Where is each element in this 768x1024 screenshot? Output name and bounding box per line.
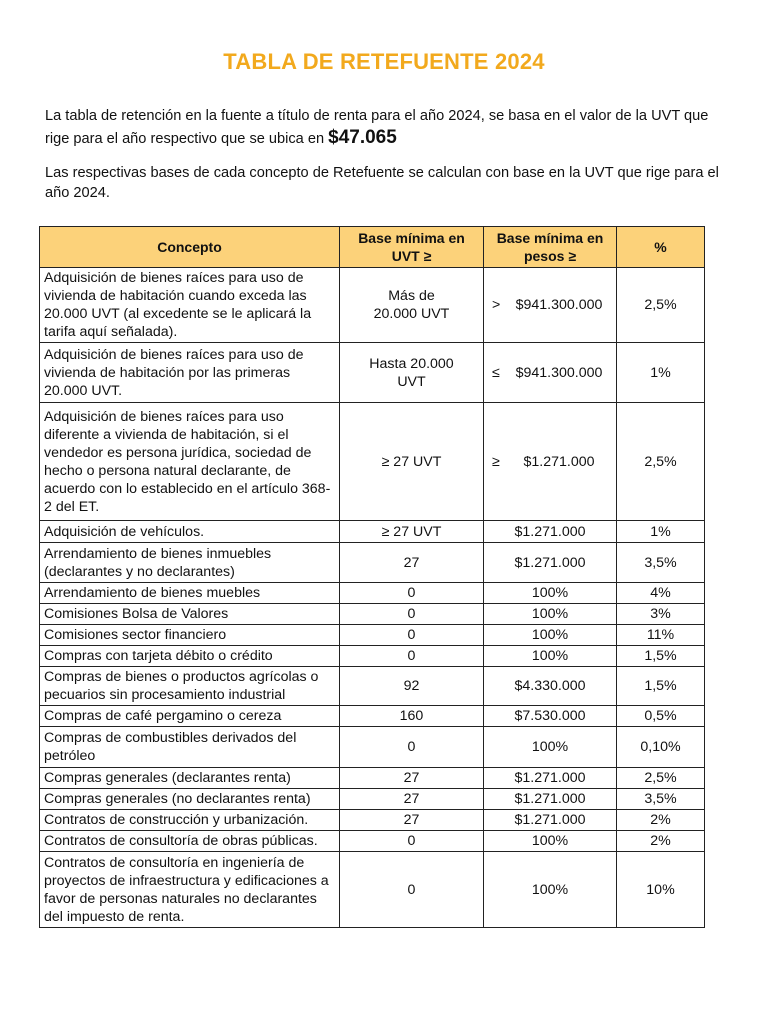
cell-porcentaje: 4% bbox=[617, 583, 705, 604]
cell-base-pesos bbox=[484, 625, 617, 646]
cell-porcentaje: 11% bbox=[617, 625, 705, 646]
pesos-value: $1.271.000 bbox=[514, 554, 586, 571]
cell-base-uvt: 27 bbox=[340, 810, 484, 831]
cell-base-pesos bbox=[484, 268, 617, 343]
pesos-value: $1.271.000 bbox=[523, 453, 595, 470]
table-row bbox=[40, 831, 705, 852]
pesos-value: 100% bbox=[531, 627, 569, 643]
cell-concepto: Compras generales (declarantes renta) bbox=[40, 768, 340, 789]
pesos-value: 100% bbox=[531, 881, 569, 898]
cell-base-uvt: 0 bbox=[340, 727, 484, 768]
cell-concepto: Arrendamiento de bienes inmuebles (declarantes y no declarantes) bbox=[40, 543, 340, 583]
table-row bbox=[40, 706, 705, 727]
cell-porcentaje: 1% bbox=[617, 521, 705, 543]
cell-concepto: Adquisición de bienes raíces para uso de vivienda de habitación cuando exceda las 20.000 UVT (al excedente se le aplicará la tarifa aquí señalada). bbox=[40, 268, 340, 343]
cell-porcentaje: 3,5% bbox=[617, 543, 705, 583]
cell-base-uvt: ≥ 27 UVT bbox=[340, 403, 484, 521]
cell-concepto: Compras generales (no declarantes renta) bbox=[40, 789, 340, 810]
cell-concepto: Comisiones sector financiero bbox=[40, 625, 340, 646]
cell-porcentaje: 2,5% bbox=[617, 268, 705, 343]
header-base-pesos: Base mínima en pesos ≥ bbox=[484, 227, 617, 268]
cell-porcentaje: 0,10% bbox=[617, 727, 705, 768]
cell-base-uvt: 92 bbox=[340, 667, 484, 706]
table-row bbox=[40, 543, 705, 583]
cell-porcentaje: 2,5% bbox=[617, 403, 705, 521]
cell-base-uvt: 0 bbox=[340, 646, 484, 667]
table-row bbox=[40, 852, 705, 928]
pesos-value: $7.530.000 bbox=[514, 708, 586, 724]
cell-concepto: Adquisición de bienes raíces para uso de vivienda de habitación por las primeras 20.000 UVT. bbox=[40, 343, 340, 403]
cell-concepto: Contratos de construcción y urbanización. bbox=[40, 810, 340, 831]
pesos-value: $1.271.000 bbox=[514, 770, 586, 786]
table-row bbox=[40, 768, 705, 789]
cell-base-uvt: Más de 20.000 UVT bbox=[340, 268, 484, 343]
cell-porcentaje: 1,5% bbox=[617, 646, 705, 667]
cell-base-uvt: 0 bbox=[340, 831, 484, 852]
pesos-value: $1.271.000 bbox=[514, 523, 586, 540]
table-row bbox=[40, 403, 705, 521]
pesos-value: $941.300.000 bbox=[515, 297, 603, 313]
cell-base-uvt: 0 bbox=[340, 625, 484, 646]
table-row bbox=[40, 583, 705, 604]
cell-base-uvt: Hasta 20.000 UVT bbox=[340, 343, 484, 403]
cell-base-pesos bbox=[484, 403, 617, 521]
table-row bbox=[40, 789, 705, 810]
cell-base-pesos bbox=[484, 852, 617, 928]
table-row bbox=[40, 521, 705, 543]
cell-base-pesos bbox=[484, 646, 617, 667]
uvt-value: $47.065 bbox=[328, 127, 397, 148]
cell-porcentaje: 1,5% bbox=[617, 667, 705, 706]
cell-base-pesos bbox=[484, 727, 617, 768]
cell-porcentaje: 2% bbox=[617, 831, 705, 852]
pesos-value: $1.271.000 bbox=[514, 791, 586, 807]
comparison-symbol: > bbox=[492, 297, 501, 313]
pesos-value: 100% bbox=[531, 585, 569, 601]
cell-base-pesos bbox=[484, 521, 617, 543]
cell-base-uvt: 0 bbox=[340, 583, 484, 604]
cell-base-pesos bbox=[484, 583, 617, 604]
cell-concepto: Compras de café pergamino o cereza bbox=[40, 706, 340, 727]
cell-base-pesos bbox=[484, 768, 617, 789]
intro-paragraph bbox=[45, 105, 725, 150]
pesos-value: 100% bbox=[531, 833, 569, 849]
pesos-value: 100% bbox=[531, 739, 569, 755]
cell-porcentaje: 3,5% bbox=[617, 789, 705, 810]
cell-porcentaje: 2% bbox=[617, 810, 705, 831]
table-row bbox=[40, 268, 705, 343]
cell-base-pesos bbox=[484, 810, 617, 831]
cell-base-uvt: 27 bbox=[340, 543, 484, 583]
pesos-value: $1.271.000 bbox=[514, 812, 586, 828]
cell-base-pesos bbox=[484, 343, 617, 403]
pesos-value: $941.300.000 bbox=[515, 364, 603, 381]
cell-porcentaje: 10% bbox=[617, 852, 705, 928]
cell-base-uvt: 0 bbox=[340, 852, 484, 928]
table-row bbox=[40, 667, 705, 706]
cell-concepto: Compras de combustibles derivados del petróleo bbox=[40, 727, 340, 768]
comparison-symbol: ≤ bbox=[492, 364, 500, 381]
document-title: TABLA DE RETEFUENTE 2024 bbox=[223, 49, 545, 74]
table-header-row bbox=[40, 227, 705, 268]
cell-base-pesos bbox=[484, 706, 617, 727]
retefuente-table bbox=[39, 226, 705, 928]
table-row bbox=[40, 810, 705, 831]
cell-concepto: Contratos de consultoría en ingeniería de proyectos de infraestructura y edificaciones a favor de personas naturales no declarantes del impuesto de renta. bbox=[40, 852, 340, 928]
cell-concepto: Comisiones Bolsa de Valores bbox=[40, 604, 340, 625]
cell-concepto: Arrendamiento de bienes muebles bbox=[40, 583, 340, 604]
cell-porcentaje: 1% bbox=[617, 343, 705, 403]
pesos-value: 100% bbox=[531, 648, 569, 664]
cell-base-uvt: ≥ 27 UVT bbox=[340, 521, 484, 543]
cell-base-uvt: 160 bbox=[340, 706, 484, 727]
cell-porcentaje: 0,5% bbox=[617, 706, 705, 727]
cell-concepto: Contratos de consultoría de obras públicas. bbox=[40, 831, 340, 852]
cell-base-uvt: 27 bbox=[340, 789, 484, 810]
intro-text: La tabla de retención en la fuente a título de renta para el año 2024, se basa en el valor de la UVT que rige para el año respectivo que se ubica en bbox=[45, 108, 709, 147]
cell-concepto: Compras de bienes o productos agrícolas o pecuarios sin procesamiento industrial bbox=[40, 667, 340, 706]
pesos-value: $4.330.000 bbox=[514, 678, 586, 694]
comparison-symbol: ≥ bbox=[492, 453, 500, 470]
cell-base-pesos bbox=[484, 543, 617, 583]
table-row bbox=[40, 625, 705, 646]
table-row bbox=[40, 343, 705, 403]
note-paragraph: Las respectivas bases de cada concepto de Retefuente se calculan con base en la UVT que rige para el año 2024. bbox=[45, 165, 719, 201]
cell-concepto: Adquisición de vehículos. bbox=[40, 521, 340, 543]
cell-base-uvt: 0 bbox=[340, 604, 484, 625]
cell-porcentaje: 3% bbox=[617, 604, 705, 625]
cell-concepto: Compras con tarjeta débito o crédito bbox=[40, 646, 340, 667]
cell-base-uvt: 27 bbox=[340, 768, 484, 789]
header-concepto: Concepto bbox=[40, 227, 340, 268]
cell-base-pesos bbox=[484, 789, 617, 810]
cell-porcentaje: 2,5% bbox=[617, 768, 705, 789]
cell-base-pesos bbox=[484, 667, 617, 706]
pesos-value: 100% bbox=[531, 606, 569, 622]
table-row bbox=[40, 727, 705, 768]
cell-base-pesos bbox=[484, 604, 617, 625]
table-row bbox=[40, 646, 705, 667]
table-row bbox=[40, 604, 705, 625]
cell-concepto: Adquisición de bienes raíces para uso diferente a vivienda de habitación, si el vendedor es persona jurídica, sociedad de hecho o persona natural declarante, de acuerdo con lo establecido en el artículo 368-2 del ET. bbox=[40, 403, 340, 521]
cell-base-pesos bbox=[484, 831, 617, 852]
header-base-uvt: Base mínima en UVT ≥ bbox=[340, 227, 484, 268]
header-porcentaje: % bbox=[617, 227, 705, 268]
